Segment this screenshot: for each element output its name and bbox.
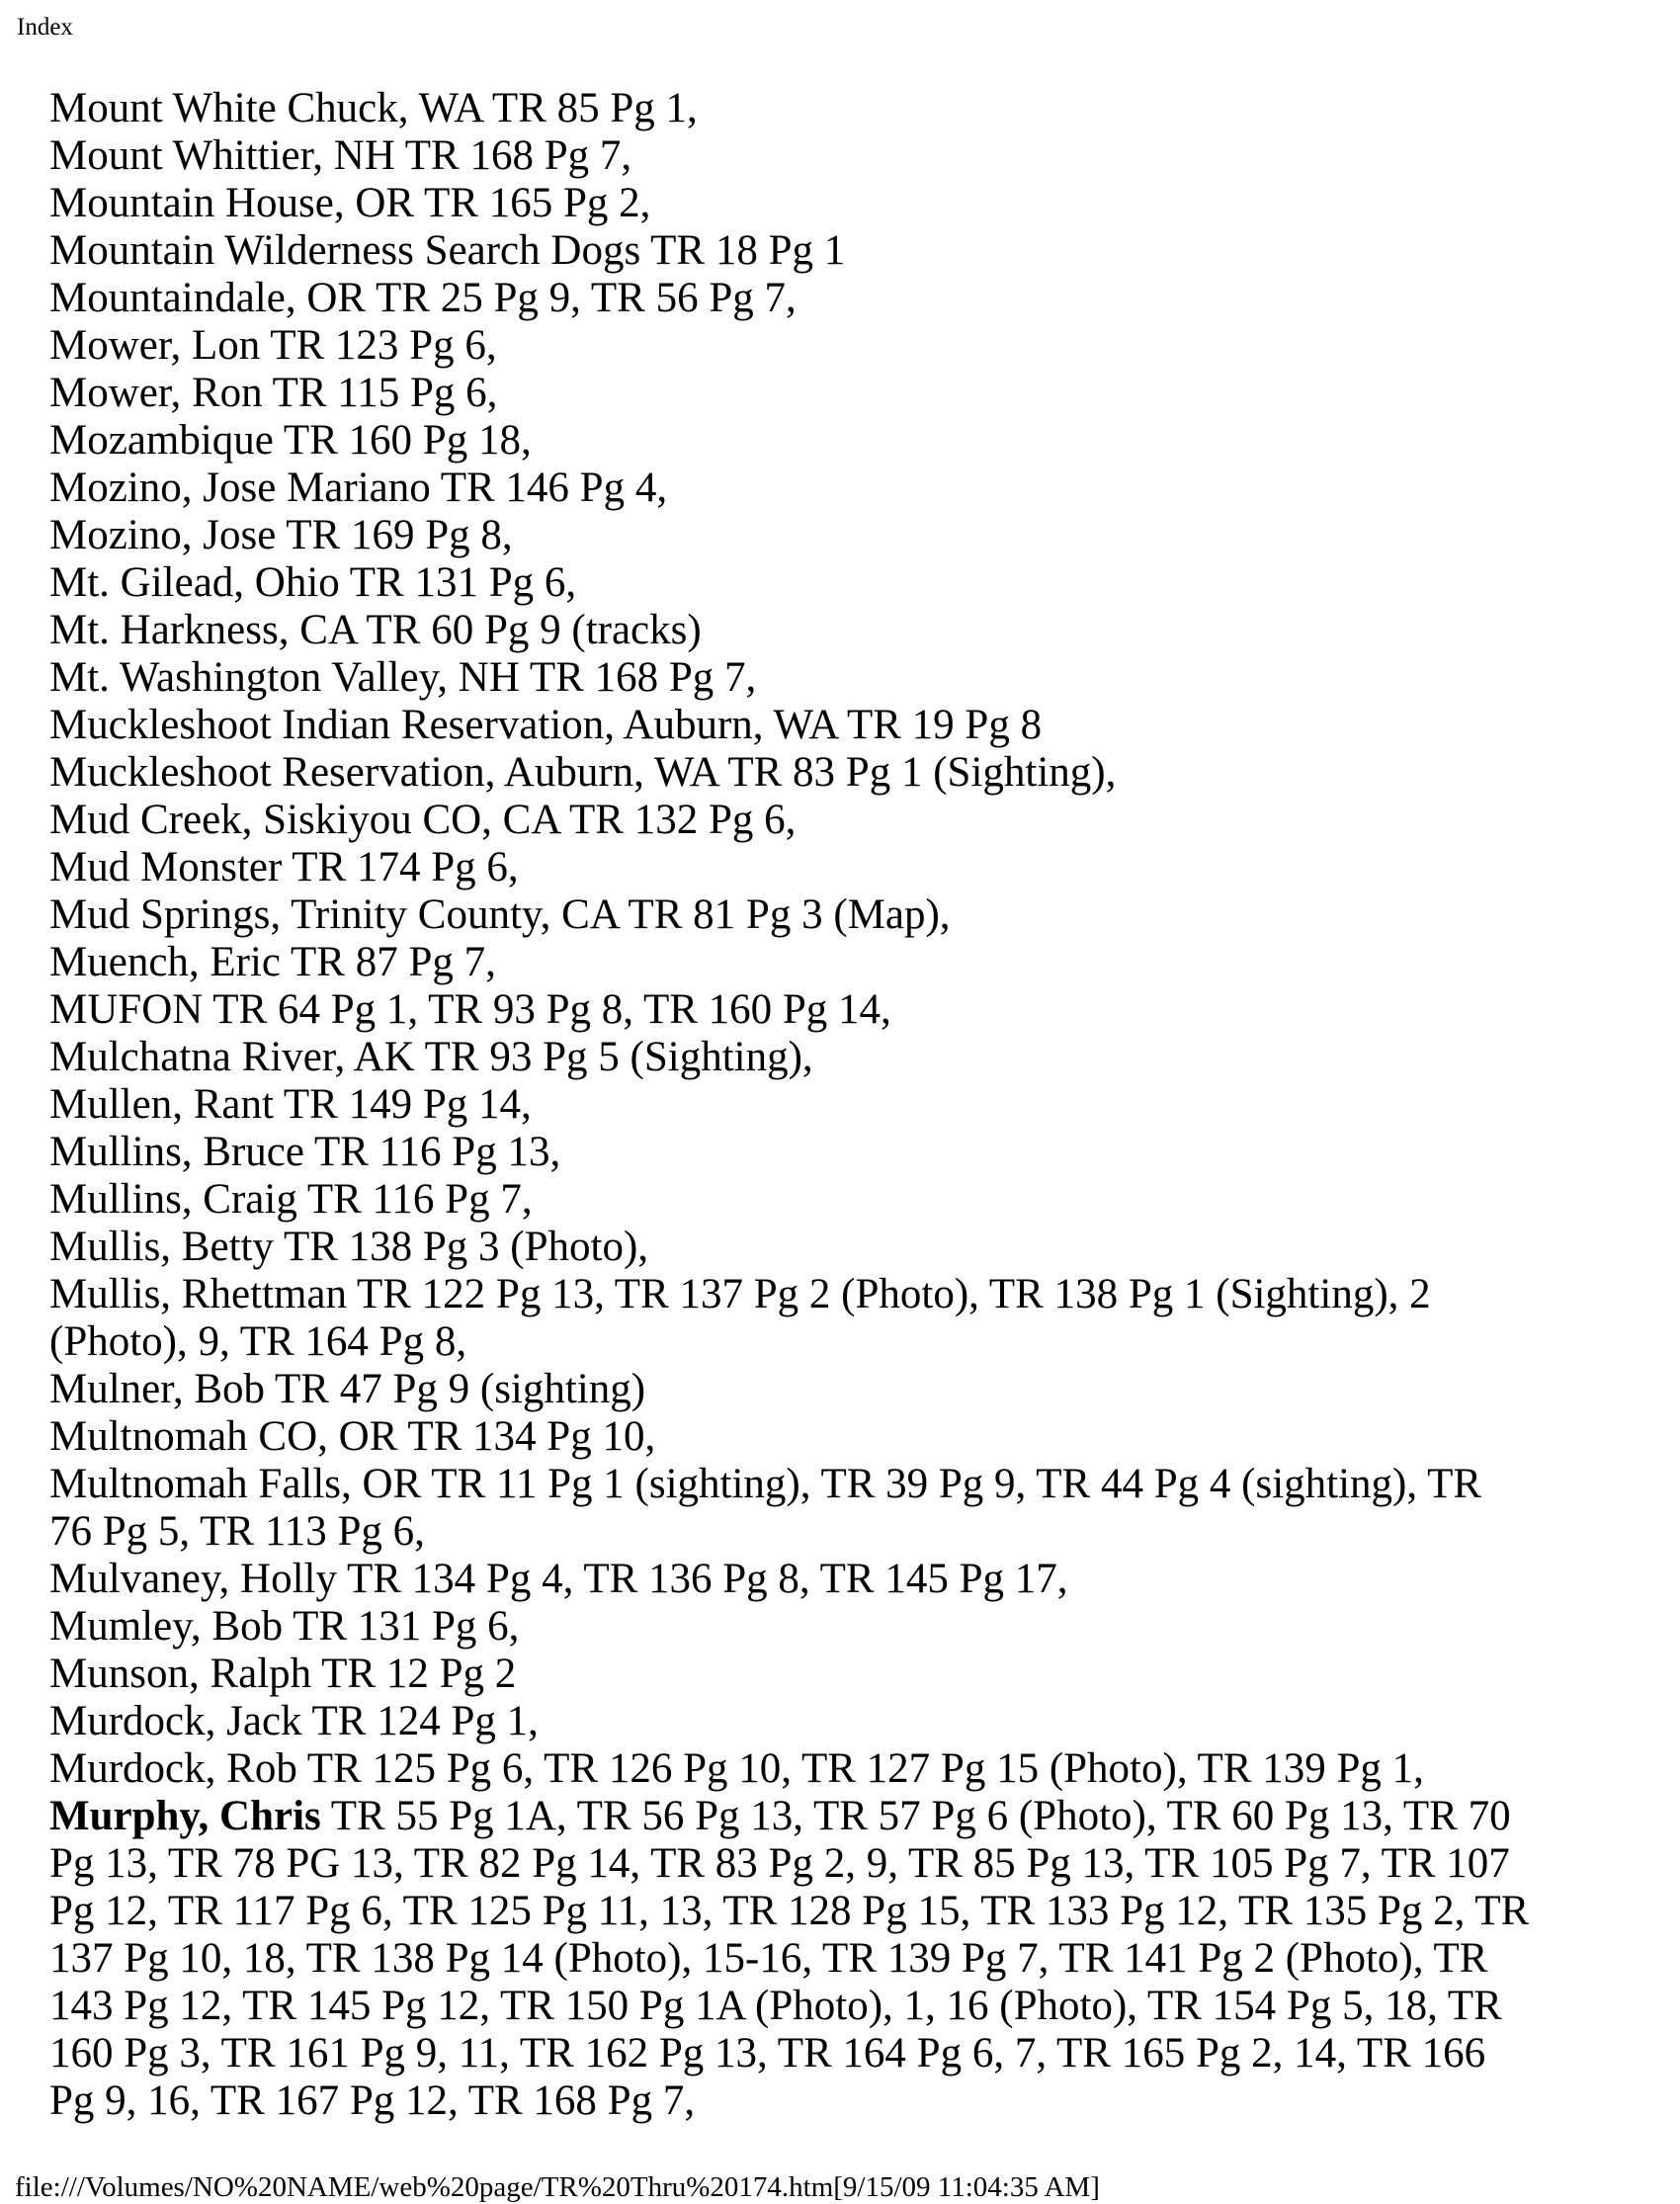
index-entry: Mumley, Bob TR 131 Pg 6, <box>49 1603 520 1650</box>
index-entry: Mud Creek, Siskiyou CO, CA TR 132 Pg 6, <box>49 797 797 843</box>
index-entry: Murdock, Jack TR 124 Pg 1, <box>49 1698 539 1744</box>
index-entry: Mullis, Betty TR 138 Pg 3 (Photo), <box>49 1224 649 1270</box>
index-entry: Mullen, Rant TR 149 Pg 14, <box>49 1081 532 1128</box>
index-entry: Mozino, Jose TR 169 Pg 8, <box>49 512 513 558</box>
index-entry: Munson, Ralph TR 12 Pg 2 <box>49 1651 517 1697</box>
index-entry: Mt. Harkness, CA TR 60 Pg 9 (tracks) <box>49 607 702 653</box>
entry-bold-name: Murphy, Chris <box>49 1793 321 1839</box>
index-entry: Mud Springs, Trinity County, CA TR 81 Pg 3 (Map), <box>49 891 951 938</box>
index-entry: Muckleshoot Reservation, Auburn, WA TR 83 Pg 1 (Sighting), <box>49 749 1117 796</box>
index-entry: Mulchatna River, AK TR 93 Pg 5 (Sighting), <box>49 1034 813 1080</box>
index-entry: Murdock, Rob TR 125 Pg 6, TR 126 Pg 10, TR 127 Pg 15 (Photo), TR 139 Pg 1, <box>49 1745 1424 1792</box>
index-entry: Mullins, Craig TR 116 Pg 7, <box>49 1176 533 1223</box>
index-entry: Muench, Eric TR 87 Pg 7, <box>49 939 496 985</box>
index-entry: Mulvaney, Holly TR 134 Pg 4, TR 136 Pg 8, TR 145 Pg 17, <box>49 1556 1068 1602</box>
index-entry: Mullis, Rhettman TR 122 Pg 13, TR 137 Pg 2 (Photo), TR 138 Pg 1 (Sighting), 2 (Photo), 9, TR 164 Pg 8, <box>49 1271 1431 1365</box>
index-entry: Murphy, Chris TR 55 Pg 1A, TR 56 Pg 13, TR 57 Pg 6 (Photo), TR 60 Pg 13, TR 70 Pg 13, TR 78 PG 13, TR 82 Pg 14, TR 83 Pg 2, 9, TR 85 Pg 13, TR 105 Pg 7, TR 107 Pg 12, TR 117 Pg 6, TR 125 Pg 11, 13, TR 128 Pg 15, TR 133 Pg 12, TR 135 Pg 2, TR 137 Pg 10, 18, TR 138 Pg 14 (Photo), 15-16, TR 139 Pg 7, TR 141 Pg 2 (Photo), TR 143 Pg 12, TR 145 Pg 12, TR 150 Pg 1A (Photo), 1, 16 (Photo), TR 154 Pg 5, 18, TR 160 Pg 3, TR 161 Pg 9, 11, TR 162 Pg 13, TR 164 Pg 6, 7, TR 165 Pg 2, 14, TR 166 Pg 9, 16, TR 167 Pg 12, TR 168 Pg 7, <box>49 1793 1530 2124</box>
index-entry: Mower, Lon TR 123 Pg 6, <box>49 322 497 369</box>
index-entry: Mountain House, OR TR 165 Pg 2, <box>49 180 651 226</box>
index-entry: Mullins, Bruce TR 116 Pg 13, <box>49 1129 561 1175</box>
index-entry: Mountaindale, OR TR 25 Pg 9, TR 56 Pg 7, <box>49 275 797 321</box>
index-entry: Multnomah CO, OR TR 134 Pg 10, <box>49 1413 656 1460</box>
index-entry: Mount Whittier, NH TR 168 Pg 7, <box>49 132 632 179</box>
index-entry: Mt. Washington Valley, NH TR 168 Pg 7, <box>49 654 757 701</box>
index-entry: Mozino, Jose Mariano TR 146 Pg 4, <box>49 465 668 511</box>
index-list <box>49 85 1532 2125</box>
index-entry: Mulner, Bob TR 47 Pg 9 (sighting) <box>49 1366 646 1412</box>
index-entry: Mt. Gilead, Ohio TR 131 Pg 6, <box>49 559 577 606</box>
index-entry: Mozambique TR 160 Pg 18, <box>49 417 532 464</box>
index-entry: MUFON TR 64 Pg 1, TR 93 Pg 8, TR 160 Pg 14, <box>49 986 891 1033</box>
index-entry: Mountain Wilderness Search Dogs TR 18 Pg 1 <box>49 227 846 274</box>
index-entry: Mower, Ron TR 115 Pg 6, <box>49 370 498 416</box>
page-title: Index <box>17 14 73 41</box>
index-entry: Mud Monster TR 174 Pg 6, <box>49 844 519 890</box>
index-entry: Muckleshoot Indian Reservation, Auburn, WA TR 19 Pg 8 <box>49 702 1043 748</box>
index-entry: Mount White Chuck, WA TR 85 Pg 1, <box>49 85 698 131</box>
file-path-footer: file:///Volumes/NO%20NAME/web%20page/TR%20Thru%20174.htm[9/15/09 11:04:35 AM] <box>15 2171 1100 2203</box>
index-entry: Multnomah Falls, OR TR 11 Pg 1 (sighting), TR 39 Pg 9, TR 44 Pg 4 (sighting), TR 76 Pg 5, TR 113 Pg 6, <box>49 1461 1482 1555</box>
document-page <box>0 14 1680 2203</box>
